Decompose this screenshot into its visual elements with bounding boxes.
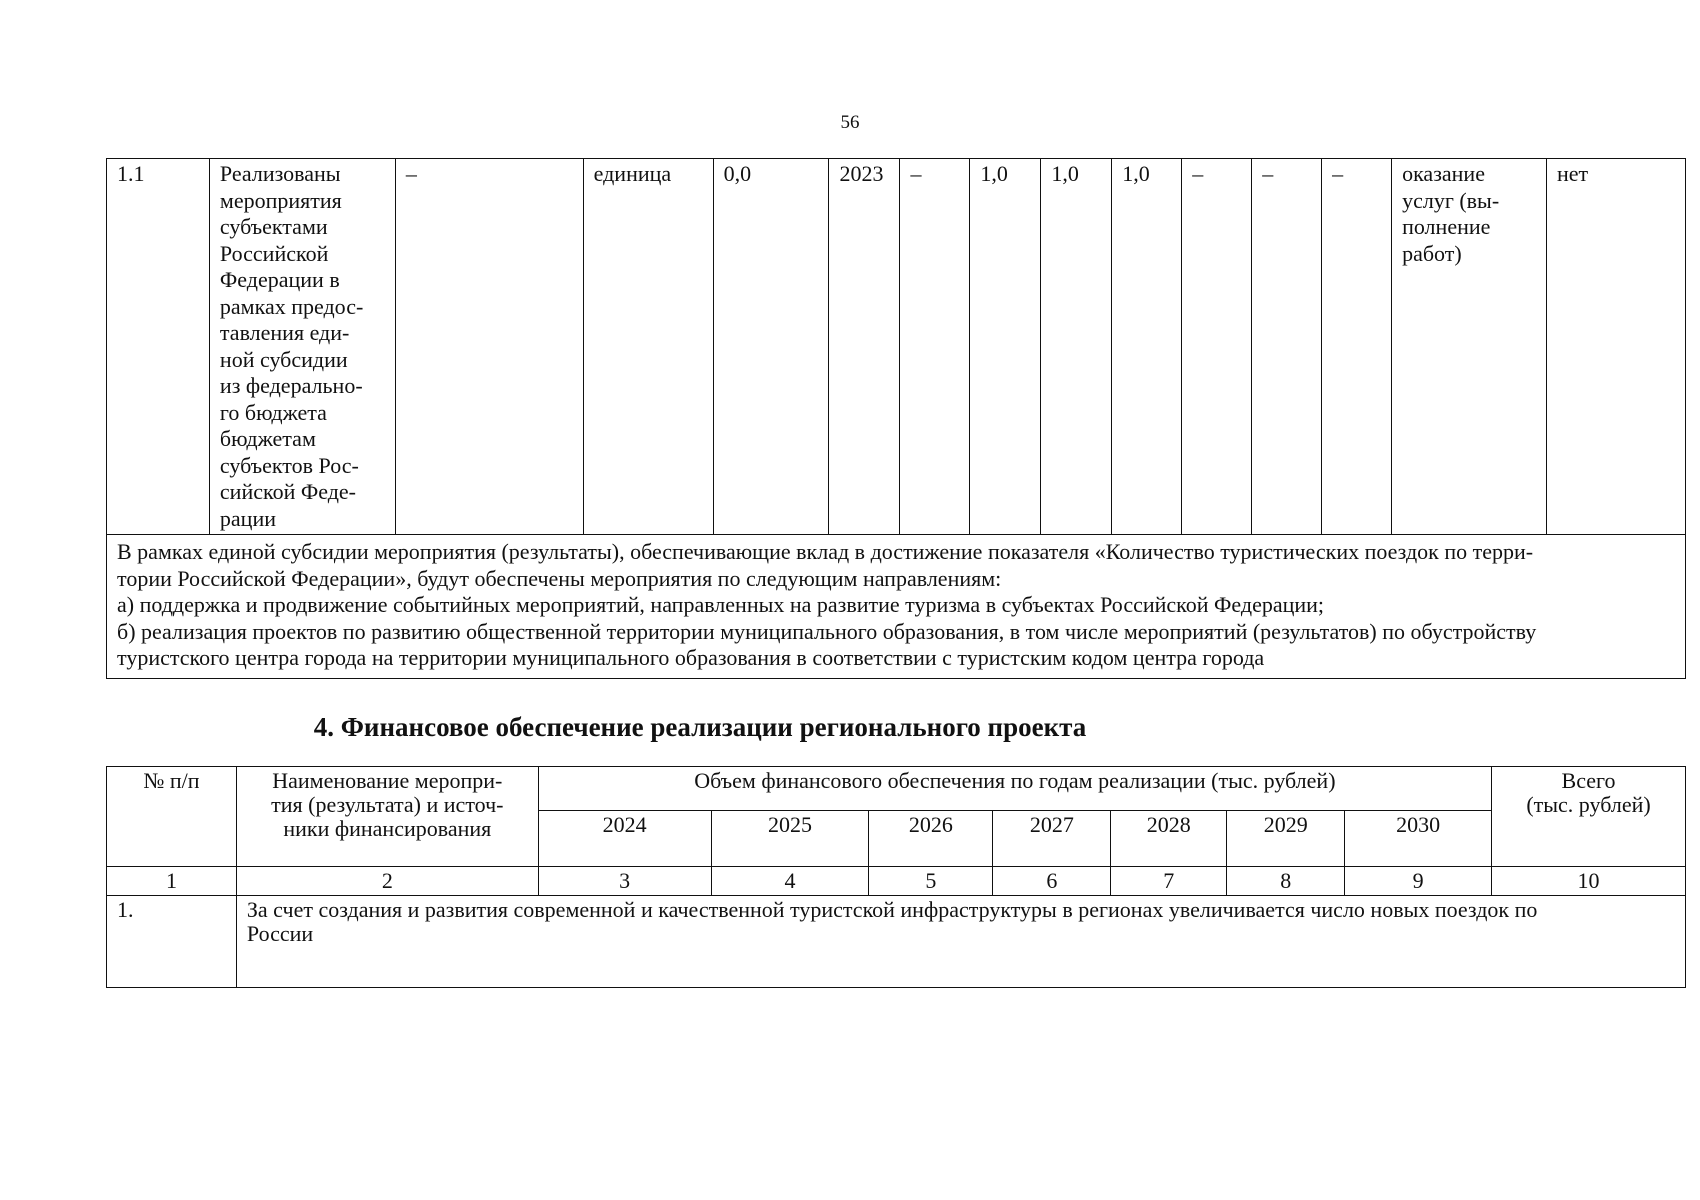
column-number: 4 [711, 867, 869, 896]
row-number: 1.1 [107, 159, 210, 535]
result-type-cell: оказание услуг (вы- полнение работ) [1392, 159, 1547, 535]
finance-table [106, 766, 1686, 988]
results-table [106, 158, 1686, 679]
column-number: 2 [236, 867, 538, 896]
column-number: 5 [869, 867, 993, 896]
value-2027: 1,0 [1112, 159, 1182, 535]
column-number: 1 [107, 867, 237, 896]
value-2029: – [1252, 159, 1322, 535]
header-year: 2027 [993, 811, 1111, 867]
table-row [107, 535, 1686, 679]
value-2028: – [1182, 159, 1252, 535]
header-volume: Объем финансового обеспечения по годам реализации (тыс. рублей) [538, 767, 1491, 811]
header-year: 2028 [1111, 811, 1227, 867]
column-number: 3 [538, 867, 711, 896]
column-number: 10 [1492, 867, 1686, 896]
value-2026: 1,0 [1041, 159, 1112, 535]
page-number: 56 [840, 112, 860, 133]
header-year: 2024 [538, 811, 711, 867]
base-year-cell: 2023 [829, 159, 900, 535]
table-row [107, 159, 1686, 535]
table-row [107, 896, 1686, 988]
header-year: 2030 [1345, 811, 1492, 867]
cell-dash: – [395, 159, 583, 535]
value-2024: – [900, 159, 970, 535]
column-number: 8 [1227, 867, 1345, 896]
table-header-row [107, 767, 1686, 811]
header-total: Всего (тыс. рублей) [1492, 767, 1686, 867]
column-number: 7 [1111, 867, 1227, 896]
column-number: 9 [1345, 867, 1492, 896]
note-cell: В рамках единой субсидии мероприятия (результаты), обеспечивающие вклад в достижение показателя «Количество туристических поездок по терри- тории Российской Федерации», будут обеспечены мероприятия по следующим направлениям: а) поддержка и продвижение событийных мероприятий, направленных на развитие туризма в субъектах Российской Федерации; б) реализация проектов по развитию общественной территории муниципального образования, в том числе мероприятий (результатов) по обустройству туристского центра города на территории муниципального образования в соответствии с туристским кодом центра города [107, 535, 1686, 679]
last-cell: нет [1547, 159, 1686, 535]
header-name: Наименование меропри- тия (результата) и источ- ники финансирования [236, 767, 538, 867]
header-year: 2025 [711, 811, 869, 867]
column-number: 6 [993, 867, 1111, 896]
column-number-row [107, 867, 1686, 896]
value-2030: – [1322, 159, 1392, 535]
row-text: За счет создания и развития современной и качественной туристской инфраструктуры в регионах увеличивается число новых поездок по России [236, 896, 1685, 988]
section-title: 4. Финансовое обеспечение реализации регионального проекта [313, 712, 1087, 742]
value-2025: 1,0 [970, 159, 1041, 535]
header-year: 2029 [1227, 811, 1345, 867]
header-year: 2026 [869, 811, 993, 867]
row-number: 1. [107, 896, 237, 988]
result-name: Реализованы мероприятия субъектами Российской Федерации в рамках предос- тавления еди- ной субсидии из федерально- го бюджета бюджетам субъектов Рос- сийской Феде- рации [209, 159, 395, 535]
header-num: № п/п [107, 767, 237, 867]
unit-cell: единица [583, 159, 713, 535]
base-value-cell: 0,0 [713, 159, 829, 535]
